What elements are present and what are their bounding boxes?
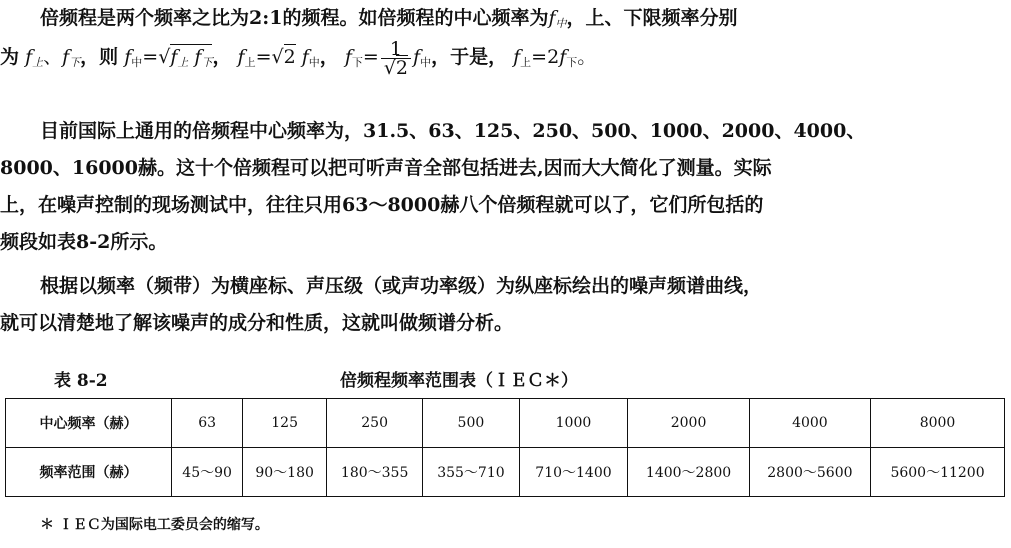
paragraph-center-frequencies xyxy=(0,113,1000,261)
math-lower-limit: $f_下=$ $\frac{1}{√2}$ $f_中$ xyxy=(344,37,432,79)
table-cell: 250 xyxy=(327,399,423,448)
table-cell: 45～90 xyxy=(172,448,243,497)
table-cell: 710～1400 xyxy=(519,448,628,497)
footnote: ＊ ＩＥＣ为国际电工委员会的缩写。 xyxy=(40,517,269,533)
table-caption xyxy=(0,366,1000,394)
paragraph-spectrum-analysis xyxy=(0,268,1000,342)
table-cell: 63 xyxy=(172,399,243,448)
table-cell: 2800～5600 xyxy=(749,448,870,497)
paragraph-line: 根据以频率（频带）为横座标、声压级（或声功率级）为纵座标绘出的噪声频谱曲线， xyxy=(40,275,763,297)
paragraph-line xyxy=(0,0,1000,37)
paragraph-line: 频段如表8-2所示。 xyxy=(0,231,168,253)
paragraph-octave-definition xyxy=(0,0,1000,77)
math-geometric-mean: $f_中=√f_上$ $f_下$ xyxy=(124,46,213,69)
table-cell: 5600～11200 xyxy=(871,448,1005,497)
text-segment: 为 xyxy=(0,46,20,68)
text-segment: ，则 xyxy=(80,46,119,68)
table-cell: 125 xyxy=(243,399,327,448)
table-cell: 180～355 xyxy=(327,448,423,497)
math-upper-limit: $f_上=√2$ $f_中$ xyxy=(237,46,320,69)
table-cell: 1400～2800 xyxy=(628,448,749,497)
math-f-center: $f_中$ xyxy=(548,7,567,30)
paragraph-line: 目前国际上通用的倍频程中心频率为，31.5、63、125、250、500、1000、2000、4000、 xyxy=(40,120,866,142)
math-ratio: $f_上=2f_下$。 xyxy=(513,46,597,69)
math-f-lower: $f_下$ xyxy=(62,46,81,69)
table-cell: 2000 xyxy=(628,399,749,448)
paragraph-line: 为 $f_上$、$f_下$，则 $f_中=√f_上$ $f_下$， $f_上=√2$ $f_中$， $f_下=$ $\frac{1}{√2}$ $f_中$，于是， $f_上=2f_下$。 xyxy=(0,37,597,79)
table-row-frequency-range xyxy=(6,448,1005,497)
table-row-center-frequency xyxy=(6,399,1005,448)
table-cell: 90～180 xyxy=(243,448,327,497)
table-cell: 355～710 xyxy=(423,448,519,497)
text-segment: 倍频程是两个频率之比为2:1的频程。如倍频程的中心频率为 xyxy=(40,7,549,29)
paragraph-line: 上，在噪声控制的现场测试中，往往只用63～8000赫八个倍频程就可以了，它们所包括的 xyxy=(0,194,764,216)
table-cell: 1000 xyxy=(519,399,628,448)
row-header: 频率范围（赫） xyxy=(6,448,172,497)
table-cell: 8000 xyxy=(871,399,1005,448)
table-number: 表 8-2 xyxy=(54,371,108,391)
octave-frequency-table xyxy=(5,398,1005,497)
row-header: 中心频率（赫） xyxy=(6,399,172,448)
text-segment: ，上、下限频率分别 xyxy=(566,7,738,29)
math-f-upper: $f_上$ xyxy=(25,46,44,69)
table-cell: 4000 xyxy=(749,399,870,448)
table-title: 倍频程频率范围表（ＩＥＣ＊） xyxy=(340,371,578,391)
paragraph-line: 8000、16000赫。这十个倍频程可以把可听声音全部包括进去,因而大大简化了测量。实际 xyxy=(0,157,772,179)
paragraph-line: 就可以清楚地了解该噪声的成分和性质，这就叫做频谱分析。 xyxy=(0,312,514,334)
table-cell: 500 xyxy=(423,399,519,448)
